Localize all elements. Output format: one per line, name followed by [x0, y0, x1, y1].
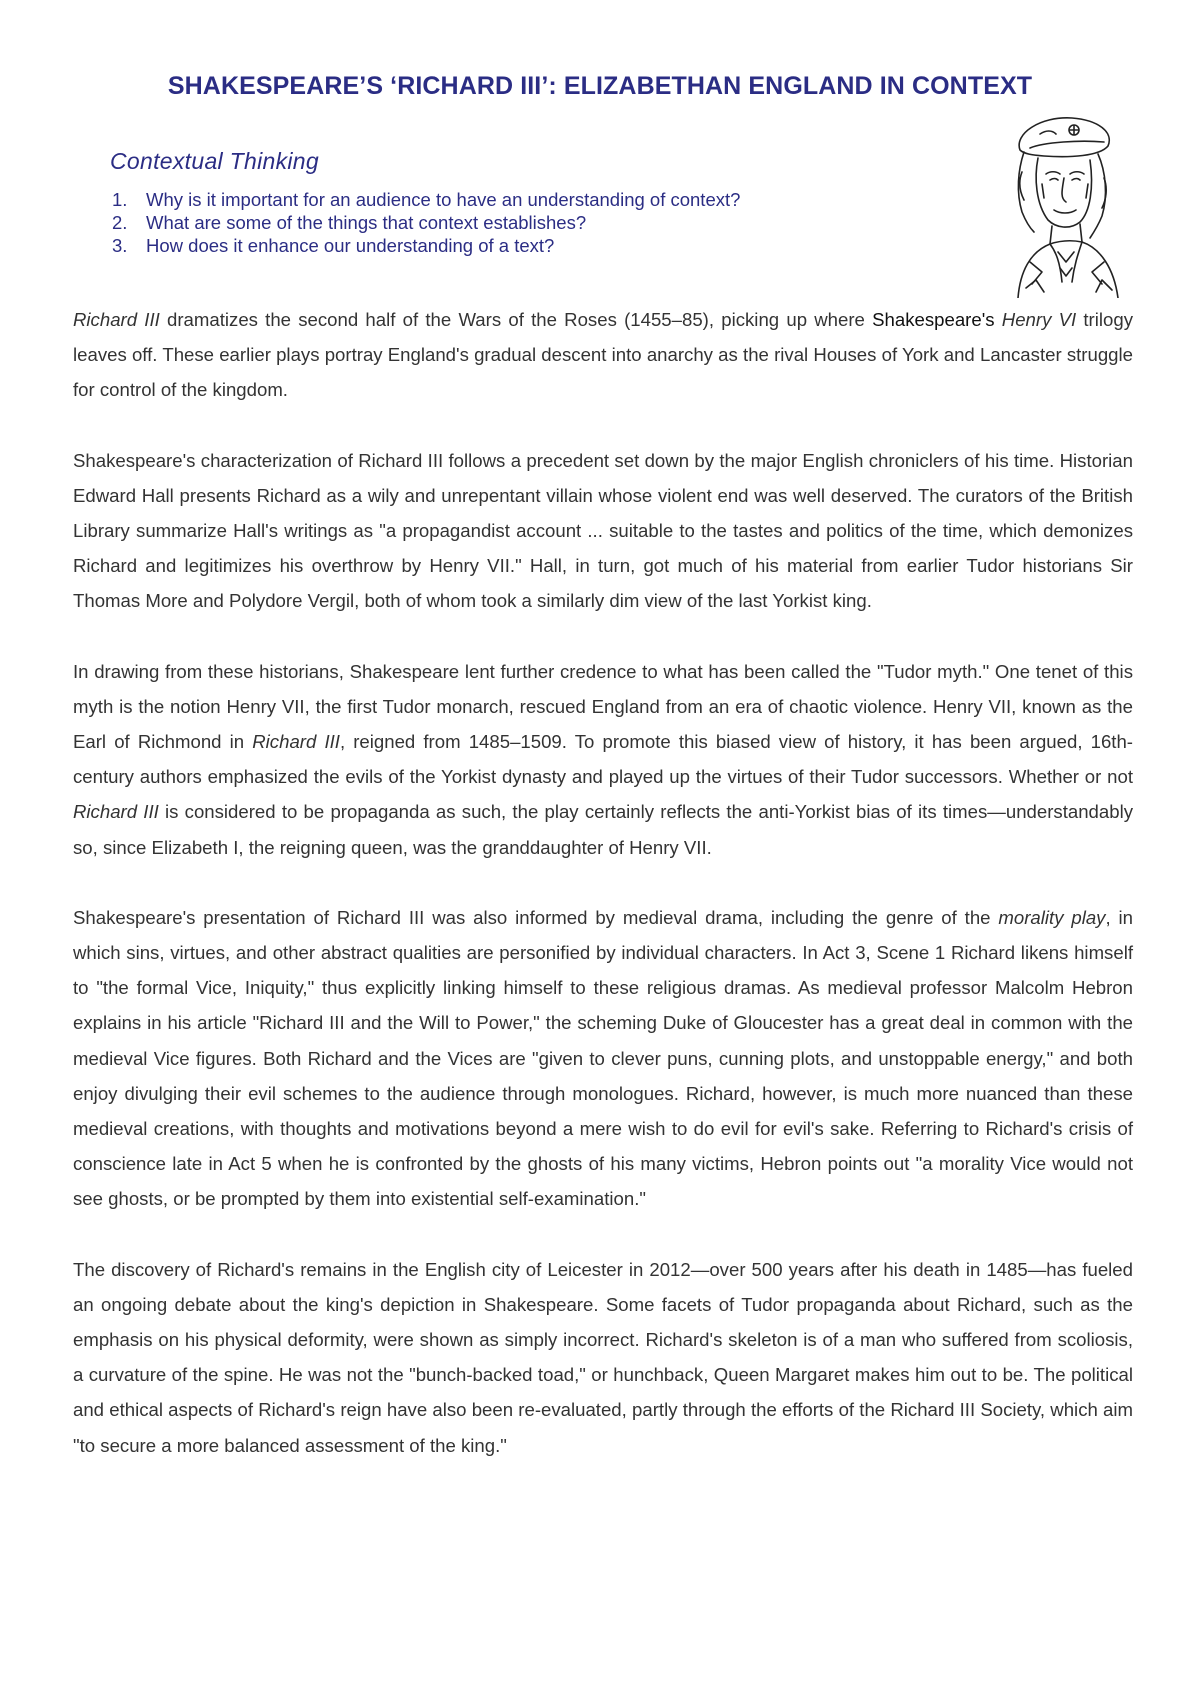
question-item — [112, 234, 740, 257]
text-run: Shakespeare's presentation of Richard III was also informed by medieval drama, including the genre of the — [73, 906, 999, 928]
text-run: trilogy leaves off. These earlier plays portray England's gradual descent into anarchy as the rival Houses of York and Lancaster struggle for control of the kingdom. — [73, 309, 1133, 401]
play-title: Henry VI — [1001, 309, 1077, 330]
text-run: , in which sins, virtues, and other abstract qualities are personified by individual characters. In Act 3, Scene 1 Richard likens himself to "the formal Vice, Iniquity," thus explicitly linking himself to these religious dramas. As medieval professor Malcolm Hebron explains in his article "Richard III and the Will to Power," the scheming Duke of Gloucester has a great deal in common with the medieval Vice figures. Both Richard and the Vices are "given to clever puns, cunning plots, and unstoppable energy," and both enjoy divulging their evil schemes to the audience through monologues. Richard, however, is much more nuanced than these medieval creations, with thoughts and motivations beyond a mere wish to do evil for evil's sake. Referring to Richard's crisis of conscience late in Act 5 when he is confronted by the ghosts of his many victims, Hebron points out "a morality Vice would not see ghosts, or be prompted by them into existential self-examination." — [73, 906, 1133, 1210]
body-text — [73, 302, 1133, 1498]
question-text: How does it enhance our understanding of a text? — [146, 235, 555, 256]
text-run: is considered to be propaganda as such, the play certainly reflects the anti-Yorkist bias of its times—understandably so, since Elizabeth I, the reigning queen, was the granddaughter of Henry VII. — [73, 801, 1134, 858]
question-text: What are some of the things that context establishes? — [146, 212, 587, 233]
play-title: Richard III — [252, 731, 340, 753]
question-text: Why is it important for an audience to have an understanding of context? — [146, 189, 741, 210]
text-run: In drawing from these historians, Shakespeare lent further credence to what has been called the "Tudor myth." One tenet of this myth is the notion Henry VII, the first Tudor monarch, rescued England from an era of chaotic violence. Henry VII, known as the Earl of Richmond in — [73, 660, 1133, 753]
page-title: SHAKESPEARE’S ‘RICHARD III’: ELIZABETHAN ENGLAND IN CONTEXT — [167, 72, 1033, 100]
text-run: Shakespeare's — [872, 309, 995, 330]
question-number: 1. — [112, 189, 128, 210]
question-item — [112, 188, 740, 211]
question-item — [112, 211, 740, 234]
question-number: 2. — [112, 212, 128, 233]
contextual-thinking-heading: Contextual Thinking — [110, 148, 319, 174]
paragraph-5: The discovery of Richard's remains in the English city of Leicester in 2012—over 500 years after his death in 1485—has fueled an ongoing debate about the king's depiction in Shakespeare. Some facets of Tudor propaganda about Richard, such as the emphasis on his physical deformity, were shown as simply incorrect. Richard's skeleton is of a man who suffered from scoliosis, a curvature of the spine. He was not the "bunch-backed toad," or hunchback, Queen Margaret makes him out to be. The political and ethical aspects of Richard's reign have also been re-evaluated, partly through the efforts of the Richard III Society, which aim "to secure a more balanced assessment of the king." — [73, 1258, 1133, 1456]
question-number: 3. — [112, 235, 128, 256]
contextual-thinking-questions — [112, 188, 740, 257]
play-title: Richard III — [73, 309, 160, 330]
play-title: Richard III — [73, 801, 159, 823]
text-run: , reigned from 1485–1509. To promote this biased view of history, it has been argued, 16th-century authors emphasized the evils of the Yorkist dynasty and played up the virtues of their Tudor successors. Whether or not — [73, 731, 1133, 788]
genre-term: morality play — [998, 906, 1106, 928]
paragraph-1 — [73, 302, 1133, 408]
richard-iii-portrait-illustration — [1000, 112, 1130, 298]
paragraph-3 — [73, 654, 1133, 865]
paragraph-2: Shakespeare's characterization of Richard III follows a precedent set down by the major English chroniclers of his time. Historian Edward Hall presents Richard as a wily and unrepentant villain whose violent end was well deserved. The curators of the British Library summarize Hall's writings as "a propagandist account ... suitable to the tastes and politics of the time, which demonizes Richard and legitimizes his overthrow by Henry VII." Hall, in turn, got much of his material from earlier Tudor historians Sir Thomas More and Polydore Vergil, both of whom took a similarly dim view of the last Yorkist king. — [73, 449, 1133, 612]
text-run — [995, 309, 1002, 330]
paragraph-4 — [73, 900, 1133, 1217]
text-run: dramatizes the second half of the Wars of the Roses (1455–85), picking up where — [159, 309, 873, 330]
